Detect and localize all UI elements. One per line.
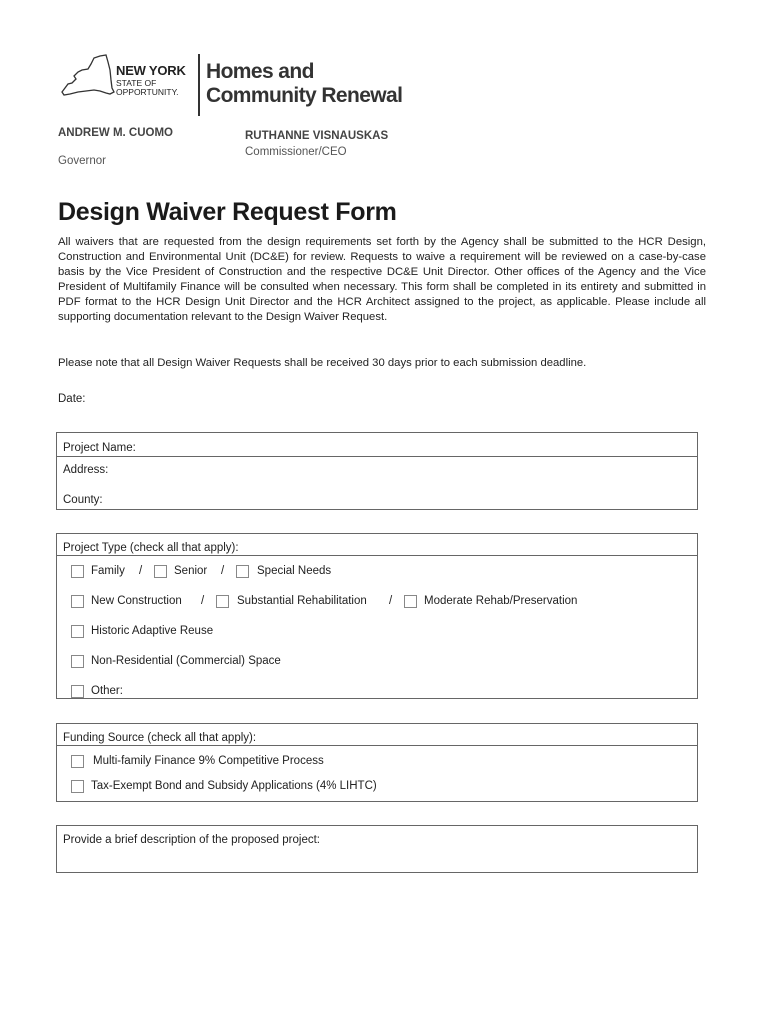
project-info-box	[56, 432, 698, 510]
agency-name-line2: Community Renewal	[206, 84, 403, 107]
agency-name	[206, 60, 402, 108]
state-name: NEW YORK	[116, 63, 186, 78]
deadline-note: Please note that all Design Waiver Requests shall be received 30 days prior to each submission deadline.	[58, 357, 587, 369]
tax-exempt-checkbox[interactable]	[71, 780, 84, 793]
new-construction-checkbox[interactable]	[71, 595, 84, 608]
project-description-field[interactable]	[56, 825, 698, 873]
other-checkbox[interactable]	[71, 685, 84, 698]
tax-exempt-label: Tax-Exempt Bond and Subsidy Applications (4% LIHTC)	[91, 780, 377, 792]
governor-name: ANDREW M. CUOMO	[58, 127, 173, 139]
logo-divider	[198, 54, 200, 116]
multifamily-checkbox[interactable]	[71, 755, 84, 768]
project-name-label: Project Name:	[63, 442, 136, 454]
agency-name-line1: Homes and	[206, 60, 314, 83]
project-type-header	[57, 534, 697, 556]
senior-checkbox[interactable]	[154, 565, 167, 578]
historic-reuse-checkbox[interactable]	[71, 625, 84, 638]
separator: /	[139, 565, 143, 577]
other-label: Other:	[91, 685, 123, 697]
form-title: Design Waiver Request Form	[58, 198, 397, 226]
new-york-state-outline-icon	[58, 52, 118, 102]
substantial-rehab-checkbox[interactable]	[216, 595, 229, 608]
special-needs-checkbox[interactable]	[236, 565, 249, 578]
family-checkbox[interactable]	[71, 565, 84, 578]
commissioner-name: RUTHANNE VISNAUSKAS	[245, 130, 389, 142]
project-description-label: Provide a brief description of the proposed project:	[63, 834, 320, 846]
historic-reuse-label: Historic Adaptive Reuse	[91, 625, 214, 637]
governor-title: Governor	[58, 155, 106, 167]
non-residential-checkbox[interactable]	[71, 655, 84, 668]
non-residential-label: Non-Residential (Commercial) Space	[91, 655, 281, 667]
substantial-rehab-label: Substantial Rehabilitation	[237, 595, 367, 607]
county-label: County:	[63, 494, 103, 506]
funding-source-header-label: Funding Source (check all that apply):	[63, 732, 257, 744]
project-name-field[interactable]	[57, 433, 697, 457]
address-label: Address:	[63, 464, 109, 476]
state-tagline-line2: OPPORTUNITY.	[116, 87, 179, 97]
project-type-header-label: Project Type (check all that apply):	[63, 542, 239, 554]
state-tagline-line1: STATE OF	[116, 78, 157, 88]
commissioner-title: Commissioner/CEO	[245, 146, 347, 158]
date-label: Date:	[58, 393, 86, 405]
moderate-rehab-checkbox[interactable]	[404, 595, 417, 608]
funding-source-header	[57, 724, 697, 746]
moderate-rehab-label: Moderate Rehab/Preservation	[424, 595, 578, 607]
separator: /	[389, 595, 393, 607]
senior-label: Senior	[174, 565, 208, 577]
new-construction-label: New Construction	[91, 595, 182, 607]
intro-paragraph: All waivers that are requested from the design requirements set forth by the Agency shall be submitted to the HCR Design, Construction and Environmental Unit (DC&E) for review. Requests to waive a requirement will be reviewed on a case-by-case basis by the Vice President of Construction and the respective DC&E Unit Director. Other offices of the Agency and the Vice President of Multifamily Finance will be consulted when necessary. This form shall be completed in its entirety and submitted in PDF format to the HCR Design Unit Director and the HCR Architect assigned to the project, as applicable. Please include all supporting documentation relevant to the Design Waiver Request.	[58, 236, 706, 323]
separator: /	[221, 565, 225, 577]
special-needs-label: Special Needs	[257, 565, 332, 577]
agency-logo	[58, 52, 418, 122]
family-label: Family	[91, 565, 125, 577]
state-tagline	[116, 79, 179, 97]
separator: /	[201, 595, 205, 607]
project-type-box	[56, 533, 698, 699]
multifamily-label: Multi-family Finance 9% Competitive Process	[93, 755, 324, 767]
